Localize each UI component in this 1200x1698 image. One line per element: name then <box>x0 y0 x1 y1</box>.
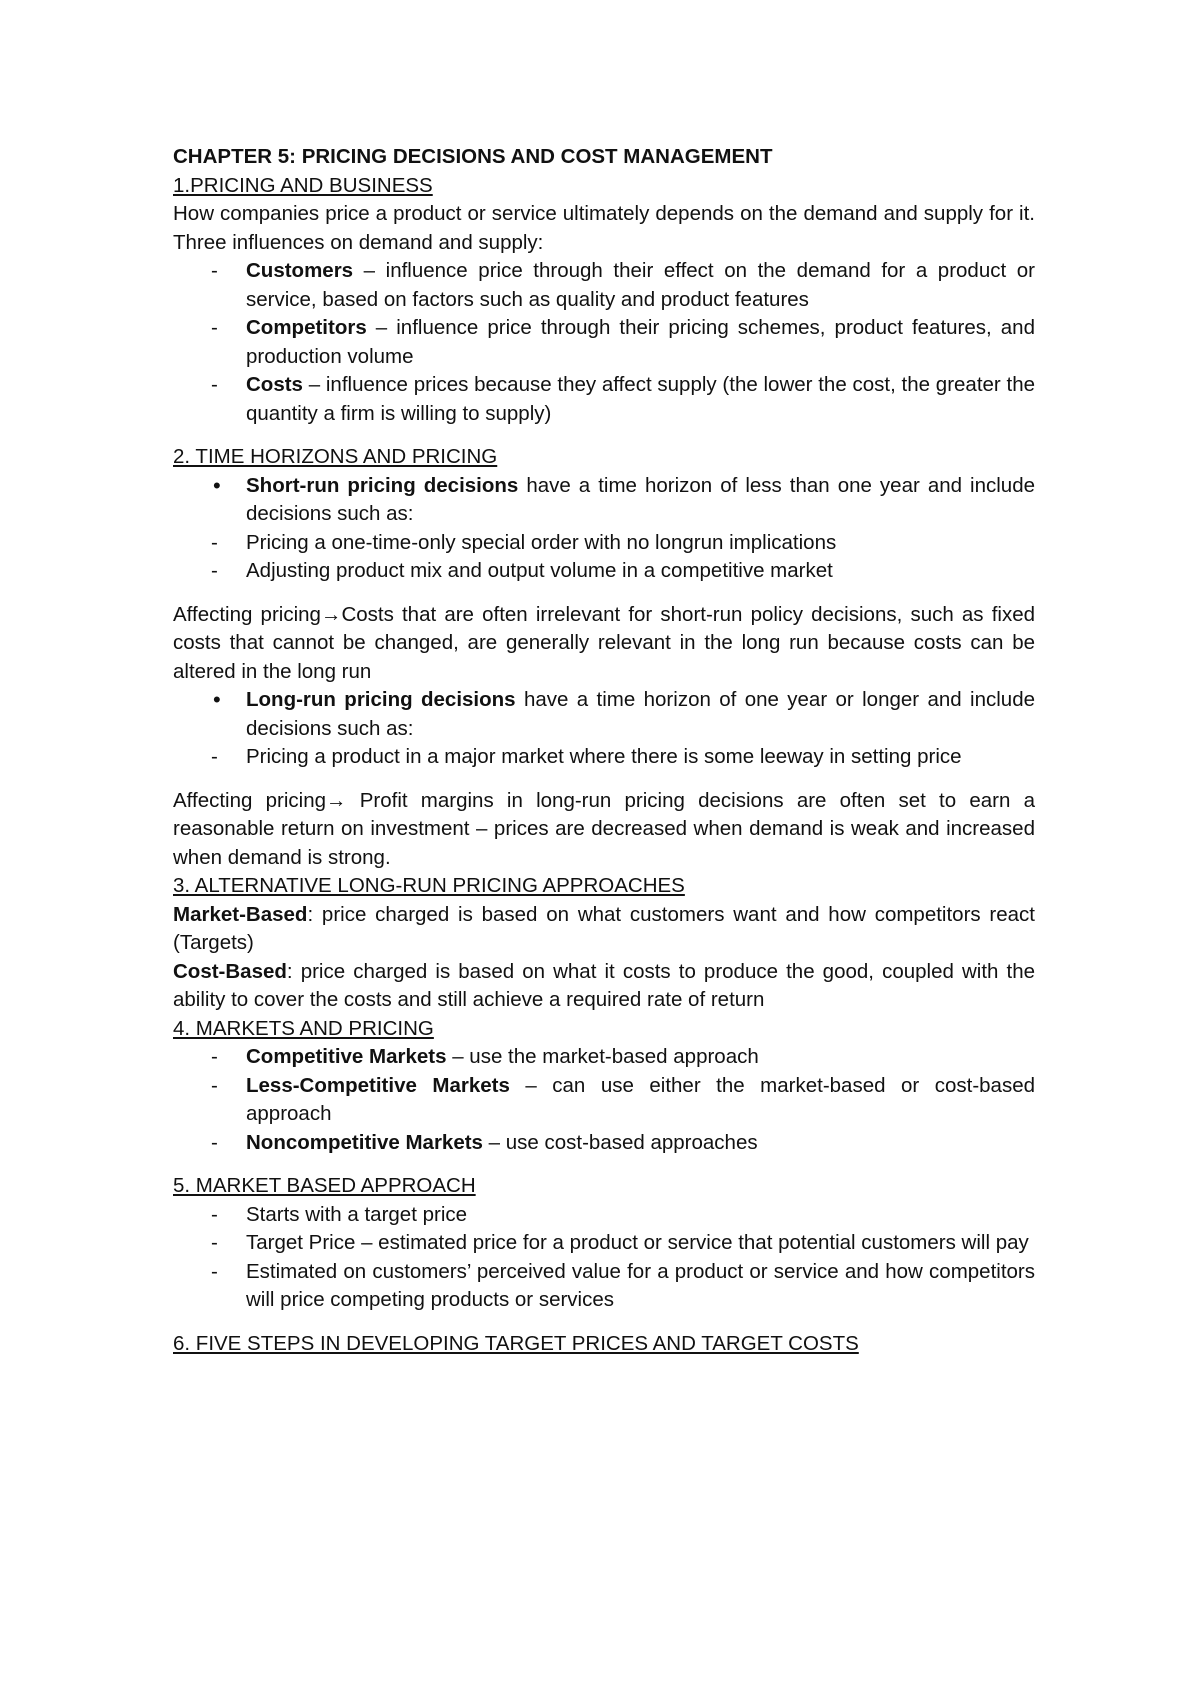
text: : price charged is based on what customers want and how competitors react (Targets) <box>173 902 1035 954</box>
definition: – influence prices because they affect supply (the lower the cost, the greater the quantity a firm is willing to supply) <box>246 373 1035 425</box>
section-heading-alternative-approaches: 3. ALTERNATIVE LONG-RUN PRICING APPROACHES <box>173 874 685 897</box>
dash-marker: - <box>211 745 218 768</box>
arrow-icon: → <box>320 602 342 626</box>
list-item <box>173 743 1035 772</box>
paragraph-intro: How companies price a product or service ultimately depends on the demand and supply for it. Three influences on demand and supply: <box>173 202 1035 254</box>
list-item <box>173 371 1035 428</box>
dash-marker: - <box>211 1045 218 1068</box>
term: Less-Competitive Markets <box>246 1073 510 1097</box>
paragraph-cost-based <box>173 958 1035 1015</box>
term: Competitive Markets <box>246 1045 447 1068</box>
list-item <box>173 314 1035 371</box>
list-text: Target Price – estimated price for a product or service that potential customers will pay <box>246 1231 1029 1254</box>
list-item <box>173 1201 1035 1230</box>
text: Profit margins in long-run pricing decisions are often set to earn a reasonable return on investment – prices are decreased when demand is weak and increased when demand is strong. <box>173 788 1035 869</box>
definition: – can use either the market-based or cost-based approach <box>246 1073 1036 1125</box>
market-approach-list <box>173 1201 1035 1315</box>
term: Competitors <box>246 316 367 339</box>
list-item <box>173 557 1035 586</box>
definition: have a time horizon of one year or longer and include decisions such as: <box>246 688 1035 740</box>
paragraph-affecting-pricing-short <box>173 601 1035 687</box>
list-item <box>173 1229 1035 1258</box>
section-heading-markets-and-pricing: 4. MARKETS AND PRICING <box>173 1016 434 1040</box>
arrow-icon: → <box>326 788 347 812</box>
term: Cost-Based <box>173 959 287 983</box>
section-heading-market-based-approach: 5. MARKET BASED APPROACH <box>173 1174 476 1197</box>
definition: – use the market-based approach <box>446 1045 759 1068</box>
paragraph-affecting-pricing-long <box>173 787 1035 873</box>
term: Costs <box>246 373 303 396</box>
definition: have a time horizon of less than one year and include decisions such as: <box>246 473 1035 525</box>
term: Short-run pricing decisions <box>246 473 519 497</box>
text: Costs that are often irrelevant for short-run policy decisions, such as fixed costs that cannot be changed, are generally relevant in the long run because costs can be altered in the long run <box>173 602 1035 683</box>
dash-marker: - <box>211 530 218 554</box>
chapter-title: CHAPTER 5: PRICING DECISIONS AND COST MANAGEMENT <box>173 145 773 168</box>
influences-list <box>173 257 1035 428</box>
list-item <box>173 257 1035 314</box>
list-item <box>173 1072 1035 1129</box>
list-text: Starts with a target price <box>246 1202 468 1226</box>
list-item <box>173 1258 1035 1315</box>
bullet-marker: • <box>213 687 221 712</box>
definition: – influence price through their effect on the demand for a product or service, based on factors such as quality and product features <box>246 259 1035 311</box>
paragraph-market-based <box>173 901 1035 958</box>
list-item <box>173 472 1035 529</box>
term: Market-Based <box>173 902 308 926</box>
list-item <box>173 1129 1035 1158</box>
label: Affecting pricing <box>173 602 321 626</box>
definition: – influence price through their pricing schemes, product features, and production volume <box>246 316 1035 368</box>
term: Customers <box>246 259 354 282</box>
term: Long-run pricing decisions <box>246 688 516 711</box>
dash-marker: - <box>211 1130 218 1154</box>
dash-marker: - <box>211 1073 218 1097</box>
list-item <box>173 529 1035 558</box>
list-text: Estimated on customers’ perceived value for a product or service and how competitors will price competing products or services <box>246 1259 1035 1311</box>
text: : price charged is based on what it costs to produce the good, coupled with the ability to cover the costs and still achieve a required rate of return <box>173 959 1035 1011</box>
dash-marker: - <box>211 259 218 282</box>
long-run-list <box>173 686 1035 772</box>
section-heading-five-steps: 6. FIVE STEPS IN DEVELOPING TARGET PRICES AND TARGET COSTS <box>173 1331 859 1355</box>
dash-marker: - <box>211 1259 218 1283</box>
label: Affecting pricing <box>173 788 327 812</box>
dash-marker: - <box>211 1231 218 1254</box>
dash-marker: - <box>211 316 218 339</box>
short-run-list <box>173 472 1035 586</box>
list-text: Adjusting product mix and output volume in a competitive market <box>246 559 833 582</box>
bullet-marker: • <box>213 472 221 498</box>
document-page <box>173 143 1035 1358</box>
list-item <box>173 1043 1035 1072</box>
dash-marker: - <box>211 1202 218 1226</box>
markets-list <box>173 1043 1035 1157</box>
definition: – use cost-based approaches <box>482 1130 758 1154</box>
list-text: Pricing a one-time-only special order with no longrun implications <box>246 530 837 554</box>
dash-marker: - <box>211 559 218 582</box>
section-heading-time-horizons: 2. TIME HORIZONS AND PRICING <box>173 445 498 468</box>
section-heading-pricing-and-business: 1.PRICING AND BUSINESS <box>173 173 433 197</box>
term: Noncompetitive Markets <box>246 1130 483 1154</box>
list-item <box>173 686 1035 743</box>
list-text: Pricing a product in a major market where there is some leeway in setting price <box>246 745 962 768</box>
dash-marker: - <box>211 373 218 396</box>
